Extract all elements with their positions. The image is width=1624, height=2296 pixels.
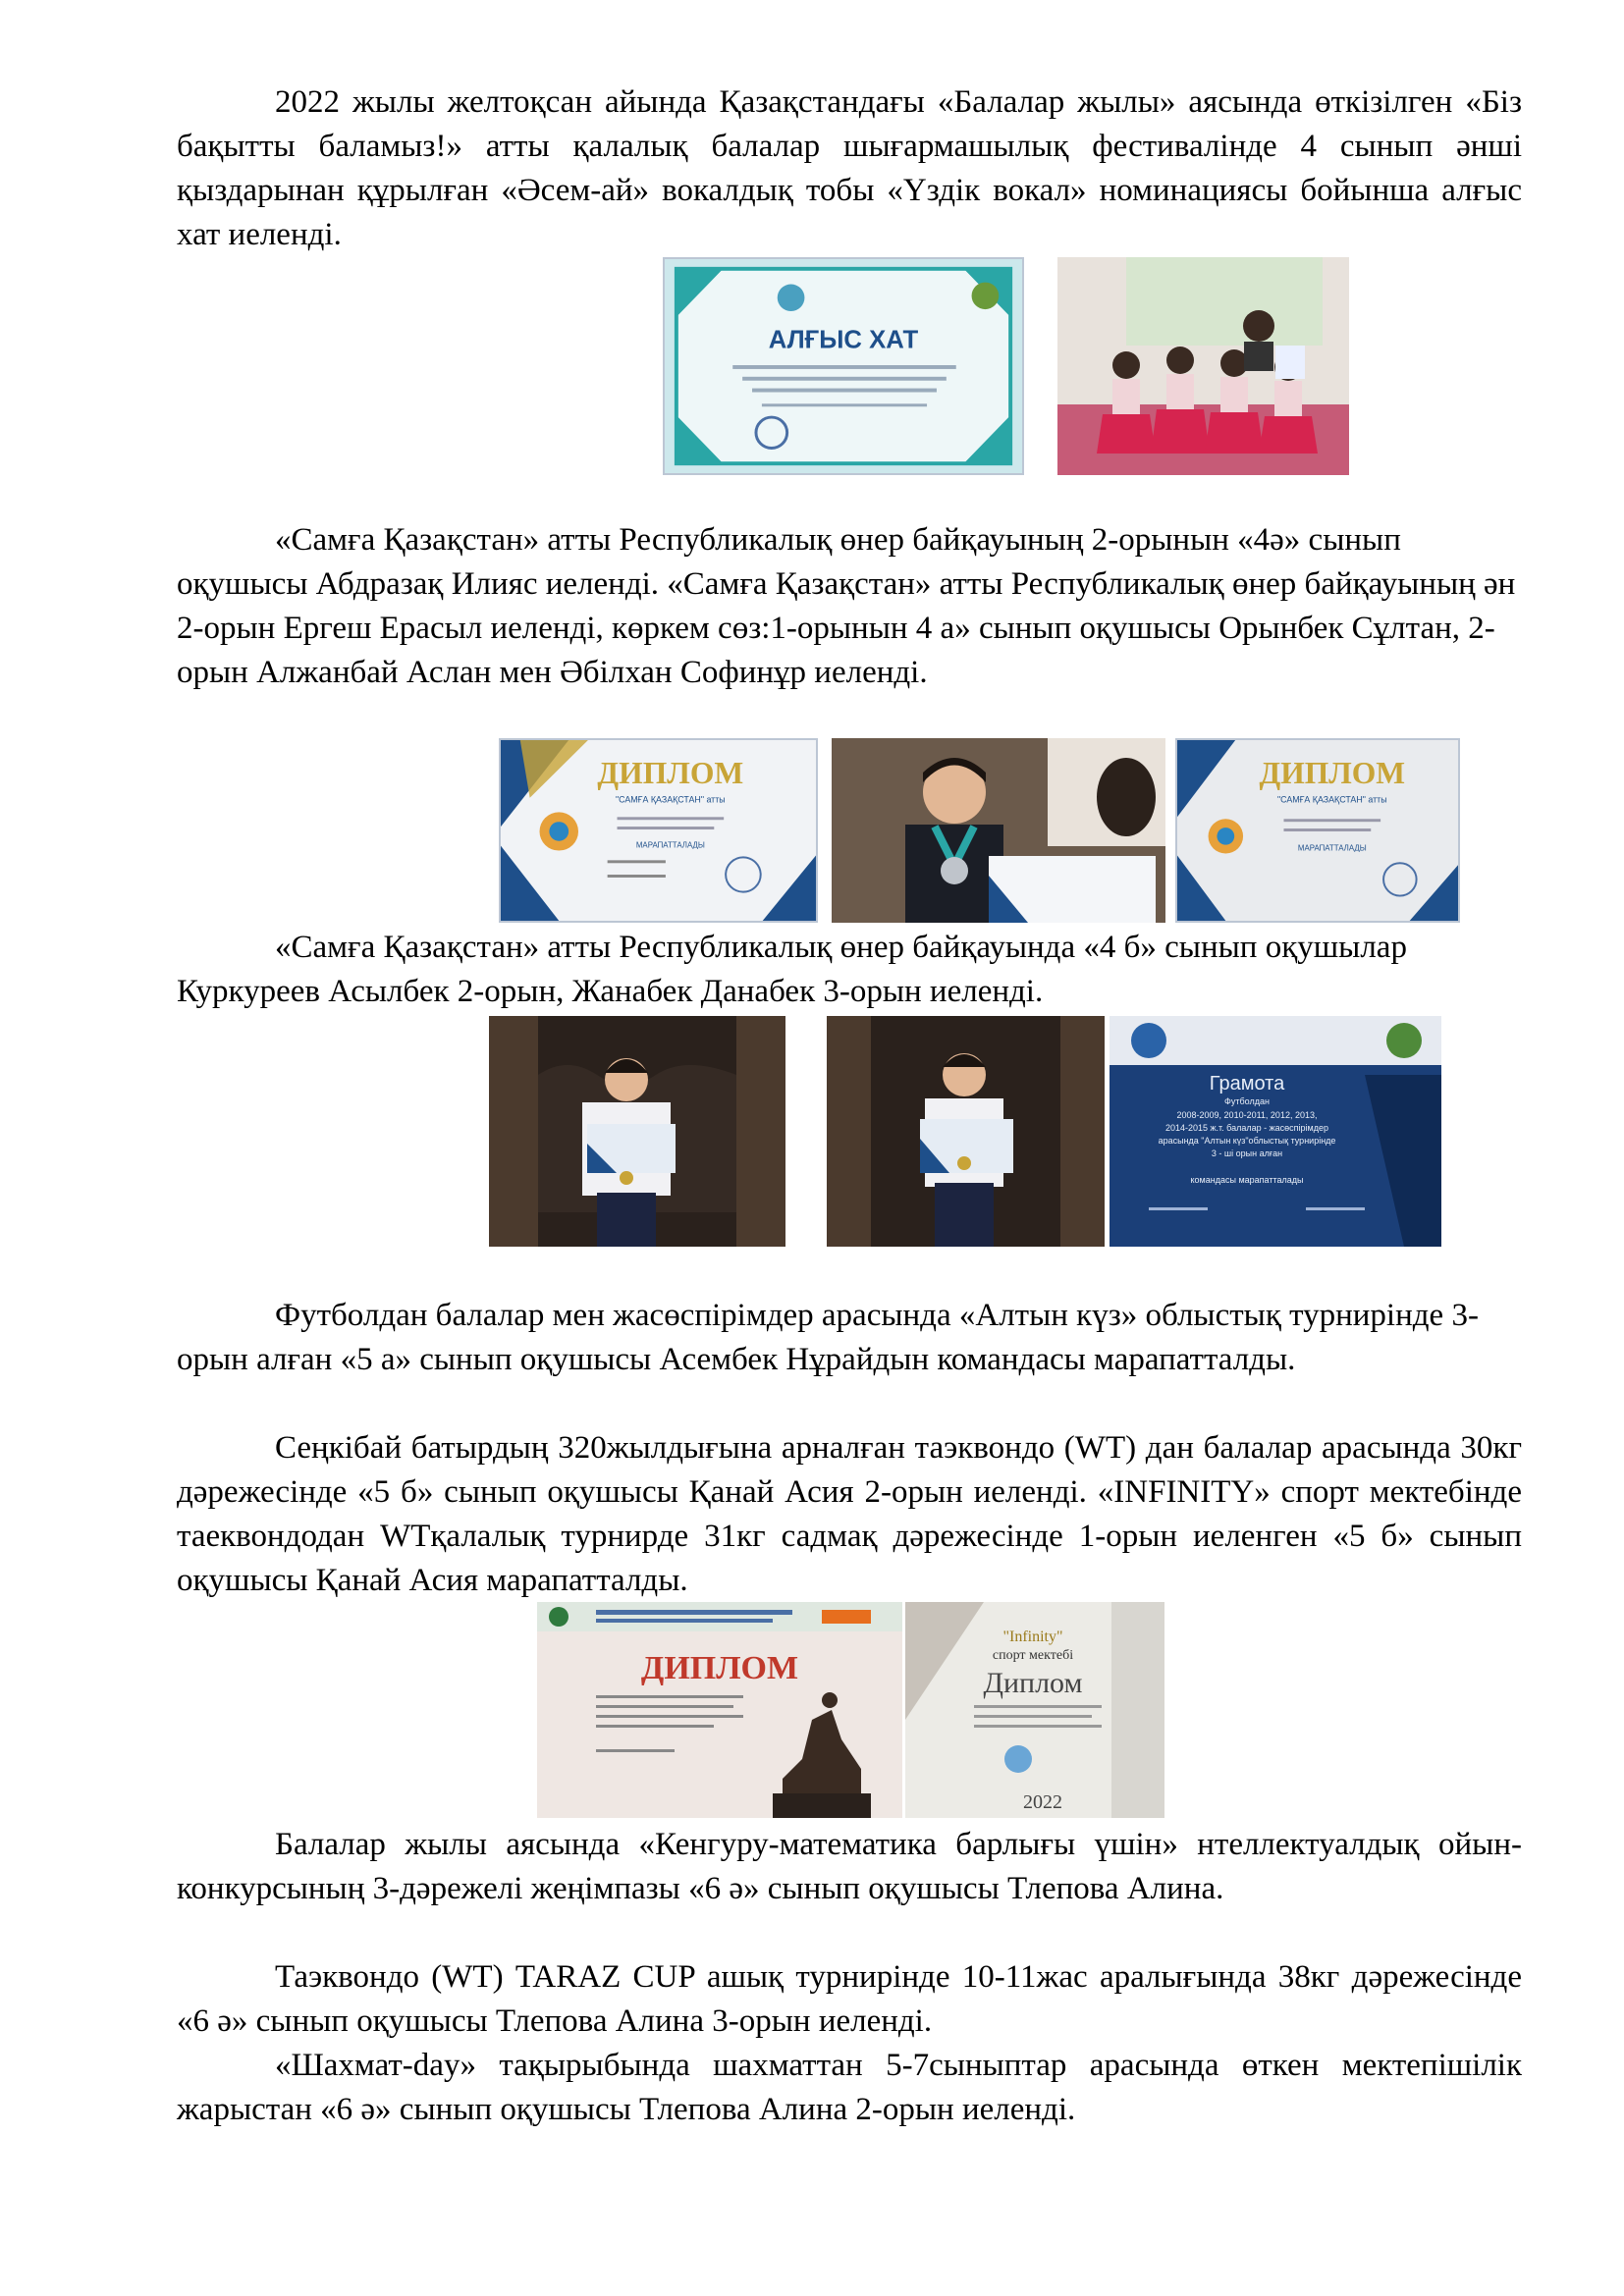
paragraph-football: Футболдан балалар мен жасөспірімдер арасында «Алтын күз» облыстық турнирінде 3-орын алған «5 а» сынып оқушысы Асембек Нұрайдын командасы марапатталды.	[177, 1298, 1479, 1377]
gramota-line1: 2008-2009, 2010-2011, 2012, 2013,	[1176, 1110, 1318, 1120]
gramota-line4: 3 - ші орын алған	[1211, 1148, 1283, 1158]
boy-with-diploma-photo-2	[827, 1016, 1105, 1247]
alghys-hat-certificate-image	[663, 257, 1024, 475]
paragraph-samga-1: «Самға Қазақстан» атты Республикалық өнер байқауының 2-орынын «4ә» сынып оқушысы Абдразақ Илияс иеленді. «Самға Қазақстан» атты Республикалық өнер байқауының ән 2-орын Ергеш Ерасыл иеленді, көркем сөз:1-орынын 4 а» сынып оқушысы Орынбек Сұлтан, 2-орын Алжанбай Аслан мен Әбілхан Софинұр иеленді.	[177, 522, 1516, 690]
infinity-top: "Infinity"	[1002, 1629, 1063, 1645]
vocal-group-photo	[1057, 257, 1349, 475]
football-gramota-image	[1110, 1016, 1441, 1247]
samga-diploma-image-2	[1175, 738, 1460, 923]
boy-with-medal-photo	[832, 738, 1165, 923]
boy-with-diploma-photo-1	[489, 1016, 785, 1247]
alghys-title: АЛҒЫС ХАТ	[768, 326, 919, 354]
paragraph-taekwondo: Сеңкібай батырдың 320жылдығына арналған таэквондо (WT) дан балалар арасында 30кг дәрежесінде «5 б» сынып оқушысы Қанай Асия 2-орын иеленді. «INFINITY» спорт мектебінде таеквондодан WTқалалық турнирде 31кг садмақ дәрежесінде 1-орын иеленген «5 б» сынып оқушысы Қанай Асия марапатталды.	[177, 1430, 1522, 1598]
marapat-1: МАРАПАТТАЛАДЫ	[635, 840, 705, 850]
samga-caption-2: "САМҒА ҚАЗАҚСТАН" атты	[1277, 794, 1387, 805]
marapat-2: МАРАПАТТАЛАДЫ	[1297, 843, 1367, 853]
diploma-title-1: ДИПЛОМ	[597, 756, 744, 791]
infinity-year: 2022	[1023, 1791, 1062, 1813]
gramota-line3: арасында "Алтын күз"облыстық турнирінде	[1158, 1136, 1336, 1146]
samga-diploma-image-1	[499, 738, 818, 923]
infinity-title: Диплом	[983, 1667, 1083, 1699]
diploma-title-2: ДИПЛОМ	[1259, 756, 1406, 791]
paragraph-samga-2: «Самға Қазақстан» атты Республикалық өнер байқауында «4 б» сынып оқушылар Куркуреев Асылбек 2-орын, Жанабек Данабек 3-орын иеленді.	[177, 930, 1407, 1009]
infinity-diploma-image	[905, 1602, 1164, 1818]
paragraph-kangaroo: Балалар жылы аясында «Кенгуру-математика барлығы үшін» нтеллектуалдық ойын-конкурсының 3-дәрежелі жеңімпазы «6 ә» сынып оқушысы Тлепова Алина.	[177, 1827, 1522, 1906]
gramota-line2: 2014-2015 ж.т. балалар - жасөспірімдер	[1164, 1123, 1329, 1133]
paragraph-chess: «Шахмат-day» тақырыбында шахматтан 5-7сыныптар арасында өткен мектепішілік жарыстан «6 ә» сынып оқушысы Тлепова Алина 2-орын иеленді.	[177, 2048, 1522, 2127]
paragraph-asem-ai: 2022 жылы желтоқсан айында Қазақстандағы «Балалар жылы» аясында өткізілген «Біз бақытты баламыз!» атты қалалық балалар шығармашылық фестивалінде 4 сынып әнші қыздарынан құрылған «Әсем-ай» вокалдық тобы «Үздік вокал» номинациясы бойынша алғыс хат иеленді.	[177, 84, 1522, 252]
taekwondo-diploma-title: ДИПЛОМ	[640, 1650, 799, 1686]
gramota-line5: командасы марапатталады	[1190, 1175, 1304, 1185]
paragraph-taraz-cup: Таэквондо (WT) TARAZ CUP ашық турнирінде 10-11жас аралығында 38кг дәрежесінде «6 ә» сынып оқушысы Тлепова Алина 3-орын иеленді.	[177, 1959, 1522, 2039]
infinity-sub: спорт мектебі	[992, 1648, 1074, 1663]
taekwondo-diploma-image	[537, 1602, 902, 1818]
gramota-title: Грамота	[1209, 1073, 1285, 1095]
samga-caption-1: "САМҒА ҚАЗАҚСТАН" атты	[616, 794, 726, 805]
gramota-sub: Футболдан	[1224, 1096, 1270, 1106]
